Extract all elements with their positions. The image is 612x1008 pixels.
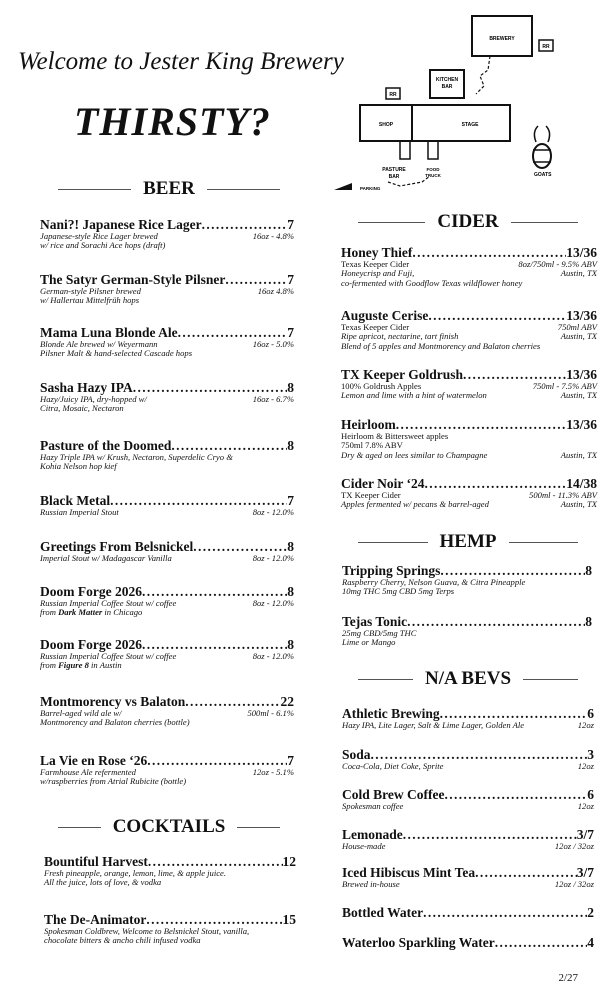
item-spec: 12oz [577, 800, 594, 811]
item-name-line [40, 695, 294, 709]
map-parking-arrow [334, 183, 352, 190]
item-detail: Spokesman Coldbrew, Welcome to Belsnickel Stout, vanilla, [44, 925, 250, 936]
item-detail: Blend of 5 apples and Montmorency and Balaton cherries [341, 340, 541, 351]
item-price: 7 [287, 218, 294, 232]
item-leader-dots [147, 754, 287, 768]
item-leader-dots [428, 309, 566, 323]
item-detail: w/raspberries from Atrial Rubicite (bottle) [40, 776, 187, 786]
item-origin-brewery: Dark Matter [58, 607, 103, 617]
item-leader-dots [193, 540, 287, 554]
item-detail: 100% Goldrush Apples [341, 380, 422, 391]
map-label-truck: TRUCK [425, 173, 441, 178]
item-price: 8 [287, 638, 294, 652]
beer-item [40, 585, 294, 618]
item-description [341, 500, 597, 510]
item-name-line [40, 381, 294, 395]
item-detail: 25mg CBD/5mg THC [342, 627, 417, 638]
item-leader-dots [475, 866, 577, 880]
item-spec: 12oz - 5.1% [252, 766, 294, 777]
map-label-kitchen: KITCHEN [435, 77, 459, 83]
item-price: 2 [587, 906, 594, 920]
map-label-goats: GOATS [534, 172, 552, 178]
item-leader-dots [440, 564, 585, 578]
item-name-line [40, 494, 294, 508]
item-name: The De-Animator [44, 913, 147, 927]
cocktails-item [44, 913, 296, 946]
item-leader-dots [142, 638, 287, 652]
item-name: Cold Brew Coffee [342, 788, 445, 802]
item-name-line [342, 564, 592, 578]
item-detail: Hazy Triple IPA w/ Krush, Nectaron, Superdelic Cryo & [40, 451, 233, 462]
item-spec: 8oz - 12.0% [252, 506, 294, 517]
item-detail: Japanese-style Rice Lager brewed [40, 230, 158, 241]
item-price: 13/36 [566, 309, 597, 323]
item-description [342, 842, 594, 852]
item-description [44, 878, 296, 888]
item-name: Mama Luna Blonde Ale [40, 326, 178, 340]
item-name-line [341, 418, 597, 432]
item-detail: Barrel-aged wild ale w/ [40, 707, 122, 718]
item-leader-dots [178, 326, 288, 340]
item-name-line [40, 540, 294, 554]
item-name: Bottled Water [342, 906, 424, 920]
na-item [342, 748, 594, 771]
item-spec: 8oz - 12.0% [252, 552, 294, 563]
map-label-brewery: BREWERY [489, 36, 515, 42]
cider-item [341, 418, 597, 460]
item-name: Black Metal [40, 494, 111, 508]
item-spec: 16oz - 4.8% [252, 230, 294, 241]
item-name: Soda [342, 748, 371, 762]
item-name-line [342, 866, 594, 880]
item-detail: w/ rice and Sorachi Ace hops (draft) [40, 240, 166, 250]
item-detail: TX Keeper Cider [341, 489, 401, 500]
item-price: 3/7 [576, 828, 594, 842]
item-price: 8 [287, 540, 294, 554]
item-spec: 500ml - 6.1% [247, 707, 294, 718]
beer-item [40, 695, 294, 728]
item-spec: 12oz / 32oz [554, 878, 594, 889]
item-leader-dots [202, 218, 288, 232]
item-leader-dots [133, 381, 287, 395]
item-price: 8 [287, 585, 294, 599]
item-detail: Citra, Mosaic, Nectaron [40, 403, 124, 413]
item-name-line [40, 585, 294, 599]
item-name: Montmorency vs Balaton [40, 695, 186, 709]
item-leader-dots [148, 855, 283, 869]
item-name: Nani?! Japanese Rice Lager [40, 218, 202, 232]
map-label-kitchen-bar: BAR [441, 84, 453, 90]
item-detail: All the juice, lots of love, & vodka [44, 877, 162, 887]
item-name-line [341, 368, 597, 382]
item-leader-dots [171, 439, 287, 453]
item-origin [40, 608, 294, 618]
item-name-line [342, 748, 594, 762]
item-description [342, 880, 594, 890]
item-description [40, 296, 294, 306]
section-cocktails-title: COCKTAILS [112, 816, 226, 837]
item-name-line [40, 754, 294, 768]
item-detail: w/ Hallertau Mittelfrüh hops [40, 295, 140, 305]
item-name: Lemonade [342, 828, 403, 842]
item-spec: Austin, TX [560, 268, 597, 278]
item-price: 4 [587, 936, 594, 950]
cider-item [341, 368, 597, 401]
thirsty-headline: THIRSTY? [74, 99, 271, 144]
item-spec: 8oz - 12.0% [252, 650, 294, 661]
na-item [342, 866, 594, 889]
item-name-line [40, 273, 294, 287]
map-path-brewery [476, 56, 490, 94]
item-detail: Spokesman coffee [342, 800, 404, 811]
section-cider-title: CIDER [437, 211, 499, 232]
beer-item [40, 273, 294, 306]
item-price: 13/36 [566, 418, 597, 432]
na-item [342, 707, 594, 730]
na-item [342, 828, 594, 851]
item-leader-dots [142, 585, 287, 599]
item-name-line [342, 707, 594, 721]
item-leader-dots [146, 913, 282, 927]
item-price: 14/38 [566, 477, 597, 491]
item-leader-dots [425, 477, 567, 491]
item-name-line [40, 439, 294, 453]
cider-item [341, 246, 597, 288]
item-detail: Apples fermented w/ pecans & barrel-aged [341, 499, 489, 509]
item-price: 6 [587, 707, 594, 721]
item-description [342, 638, 592, 648]
item-spec: 16oz 4.8% [257, 285, 294, 296]
item-spec: Austin, TX [560, 331, 597, 341]
item-leader-dots [463, 368, 566, 382]
item-name-line [342, 936, 594, 950]
item-leader-dots [423, 906, 587, 920]
item-detail: German-style Pilsner brewed [40, 285, 141, 296]
item-name: Athletic Brewing [342, 707, 440, 721]
item-leader-dots [403, 828, 577, 842]
item-price: 13/36 [566, 246, 597, 260]
item-detail: Russian Imperial Coffee Stout w/ coffee [40, 597, 177, 608]
item-name: Sasha Hazy IPA [40, 381, 133, 395]
item-spec: 500ml - 11.3% ABV [529, 489, 597, 500]
item-leader-dots [495, 936, 587, 950]
item-name-line [44, 913, 296, 927]
item-name: Honey Thief [341, 246, 413, 260]
beer-item [40, 381, 294, 414]
cider-item [341, 309, 597, 351]
beer-item [40, 540, 294, 563]
item-price: 7 [287, 326, 294, 340]
beer-item [40, 494, 294, 517]
item-detail: 750ml 7.8% ABV [341, 440, 403, 450]
cocktails-item [44, 855, 296, 888]
venue-map [330, 10, 610, 200]
goat-icon [533, 126, 551, 168]
item-spec: 16oz - 6.7% [252, 393, 294, 404]
item-name: Bountiful Harvest [44, 855, 148, 869]
item-price: 7 [287, 273, 294, 287]
item-name: La Vie en Rose ‘26 [40, 754, 148, 768]
item-name: Doom Forge 2026 [40, 638, 142, 652]
item-description [40, 718, 294, 728]
item-price: 8 [287, 439, 294, 453]
hemp-item [342, 615, 592, 648]
item-name: Pasture of the Doomed [40, 439, 172, 453]
hemp-item [342, 564, 592, 597]
item-leader-dots [110, 494, 287, 508]
item-price: 3 [587, 748, 594, 762]
item-spec: 12oz / 32oz [554, 840, 594, 851]
section-na-title: N/A BEVS [424, 668, 512, 689]
item-name: Doom Forge 2026 [40, 585, 142, 599]
item-detail: Coca-Cola, Diet Coke, Sprite [342, 760, 444, 771]
map-label-food: FOOD [426, 167, 440, 172]
item-detail: Russian Imperial Stout [40, 506, 119, 517]
item-name: Waterloo Sparkling Water [342, 936, 495, 950]
item-detail: Brewed in-house [342, 878, 400, 889]
item-description [341, 391, 597, 401]
item-name: The Satyr German-Style Pilsner [40, 273, 226, 287]
item-detail: Lemon and lime with a hint of watermelon [341, 390, 487, 400]
item-detail: Texas Keeper Cider [341, 321, 410, 332]
item-detail: chocolate bitters & ancho chili infused vodka [44, 935, 201, 945]
item-detail: Honeycrisp and Fuji, [341, 268, 415, 278]
item-price: 15 [282, 913, 296, 927]
item-description [40, 554, 294, 564]
item-price: 3/7 [576, 866, 594, 880]
item-price: 12 [282, 855, 296, 869]
na-item [342, 936, 594, 950]
item-spec: Austin, TX [560, 499, 597, 509]
section-cocktails-header [58, 816, 280, 838]
section-beer-title: BEER [143, 178, 195, 199]
item-origin-text: from Figure 8 in Austin [40, 660, 122, 670]
item-name-line [40, 326, 294, 340]
beer-item [40, 218, 294, 251]
item-name: Auguste Cerise [341, 309, 429, 323]
item-detail: Dry & aged on lees similar to Champagne [341, 449, 488, 460]
item-name-line [342, 828, 594, 842]
item-detail: Pilsner Malt & hand-selected Cascade hops [40, 348, 193, 358]
item-detail: Imperial Stout w/ Madagascar Vanilla [40, 552, 172, 563]
na-item [342, 906, 594, 920]
item-description [40, 508, 294, 518]
menu-date: 2/27 [558, 972, 578, 984]
item-detail: Hazy IPA, Lite Lager, Salt & Lime Lager, Golden Ale [342, 719, 525, 730]
item-leader-dots [185, 695, 280, 709]
item-origin [40, 661, 294, 671]
item-price: 8 [287, 381, 294, 395]
item-description [40, 462, 294, 472]
item-name-line [44, 855, 296, 869]
item-name-line [40, 638, 294, 652]
item-detail: Heirloom & Bittersweet apples [341, 430, 449, 441]
item-detail: Russian Imperial Coffee Stout w/ coffee [40, 650, 177, 661]
item-description [40, 349, 294, 359]
beer-item [40, 326, 294, 359]
item-price: 6 [587, 788, 594, 802]
beer-item [40, 754, 294, 787]
item-detail: Hazy/Juicy IPA, dry-hopped w/ [40, 393, 147, 404]
item-description [342, 802, 594, 812]
map-label-rr-right: RR [542, 44, 550, 50]
item-description [342, 721, 594, 731]
beer-item [40, 638, 294, 671]
item-price: 13/36 [566, 368, 597, 382]
item-detail: Fresh pineapple, orange, lemon, lime, & apple juice. [44, 867, 227, 878]
item-name: Greetings From Belsnickel [40, 540, 194, 554]
item-detail: Ripe apricot, nectarine, tart finish [341, 331, 459, 341]
item-detail: Kohia Nelson hop kief [40, 461, 117, 471]
beer-item [40, 439, 294, 472]
item-spec: 8oz - 12.0% [252, 597, 294, 608]
map-label-pasture: PASTURE [382, 167, 406, 173]
section-hemp-header [358, 531, 578, 553]
item-price: 8 [585, 615, 592, 629]
item-detail: Lime or Mango [342, 637, 396, 647]
item-detail: Farmhouse Ale refermented [40, 766, 136, 777]
map-label-pasture-bar: BAR [388, 174, 400, 180]
item-description [342, 587, 592, 597]
cider-item [341, 477, 597, 510]
item-detail: Texas Keeper Cider [341, 258, 410, 269]
item-description [342, 762, 594, 772]
item-leader-dots [412, 246, 566, 260]
item-description [341, 451, 597, 461]
item-spec: 750ml - 7.5% ABV [532, 380, 597, 391]
item-leader-dots [440, 707, 588, 721]
item-detail: House-made [342, 840, 386, 851]
item-description [40, 777, 294, 787]
item-spec: 16oz - 5.0% [252, 338, 294, 349]
item-description [44, 936, 296, 946]
item-name-line [342, 788, 594, 802]
item-price: 7 [287, 494, 294, 508]
item-detail: Montmorency and Balaton cherries (bottle) [40, 717, 190, 727]
item-price: 22 [280, 695, 294, 709]
item-name-line [342, 906, 594, 920]
section-hemp-title: HEMP [439, 531, 497, 552]
item-price: 8 [585, 564, 592, 578]
item-leader-dots [444, 788, 587, 802]
item-price: 7 [287, 754, 294, 768]
item-leader-dots [371, 748, 588, 762]
item-spec: 8oz/750ml - 9.5% ABV [518, 258, 597, 269]
item-spec: 12oz [577, 719, 594, 730]
item-spec: Austin, TX [560, 449, 597, 460]
map-label-shop: SHOP [378, 122, 394, 128]
item-description [341, 279, 597, 289]
item-origin-text: from Dark Matter in Chicago [40, 607, 143, 617]
item-name: TX Keeper Goldrush [341, 368, 464, 382]
item-spec: 750ml ABV [557, 321, 597, 332]
section-cider-header [358, 211, 578, 233]
map-label-rr-left: RR [389, 92, 397, 98]
item-leader-dots [225, 273, 287, 287]
item-name: Iced Hibiscus Mint Tea [342, 866, 476, 880]
section-na-header [358, 668, 578, 690]
item-spec: 12oz [577, 760, 594, 771]
item-spec: Austin, TX [560, 390, 597, 400]
item-detail: co-fermented with Goodflow Texas wildflower honey [341, 277, 523, 288]
item-origin-brewery: Figure 8 [58, 660, 89, 670]
item-leader-dots [407, 615, 585, 629]
item-name-line [341, 477, 597, 491]
item-name: Tejas Tonic [342, 615, 408, 629]
item-detail: 10mg THC 5mg CBD 5mg Terps [342, 586, 455, 596]
map-label-stage: STAGE [461, 122, 479, 128]
section-beer-header [58, 178, 280, 200]
item-name-line [40, 218, 294, 232]
item-name: Heirloom [341, 418, 396, 432]
item-detail: Blonde Ale brewed w/ Weyermann [40, 338, 158, 349]
item-name-line [342, 615, 592, 629]
item-description [40, 404, 294, 414]
item-name: Tripping Springs [342, 564, 441, 578]
item-name: Cider Noir ‘24 [341, 477, 425, 491]
item-description [40, 241, 294, 251]
item-leader-dots [396, 418, 567, 432]
item-description [341, 342, 597, 352]
item-name-line [341, 309, 597, 323]
map-label-parking: PARKING [360, 186, 381, 191]
item-detail: Raspberry Cherry, Nelson Guava, & Citra Pineapple [342, 576, 526, 587]
na-item [342, 788, 594, 811]
item-name-line [341, 246, 597, 260]
welcome-heading: Welcome to Jester King Brewery [18, 48, 344, 75]
